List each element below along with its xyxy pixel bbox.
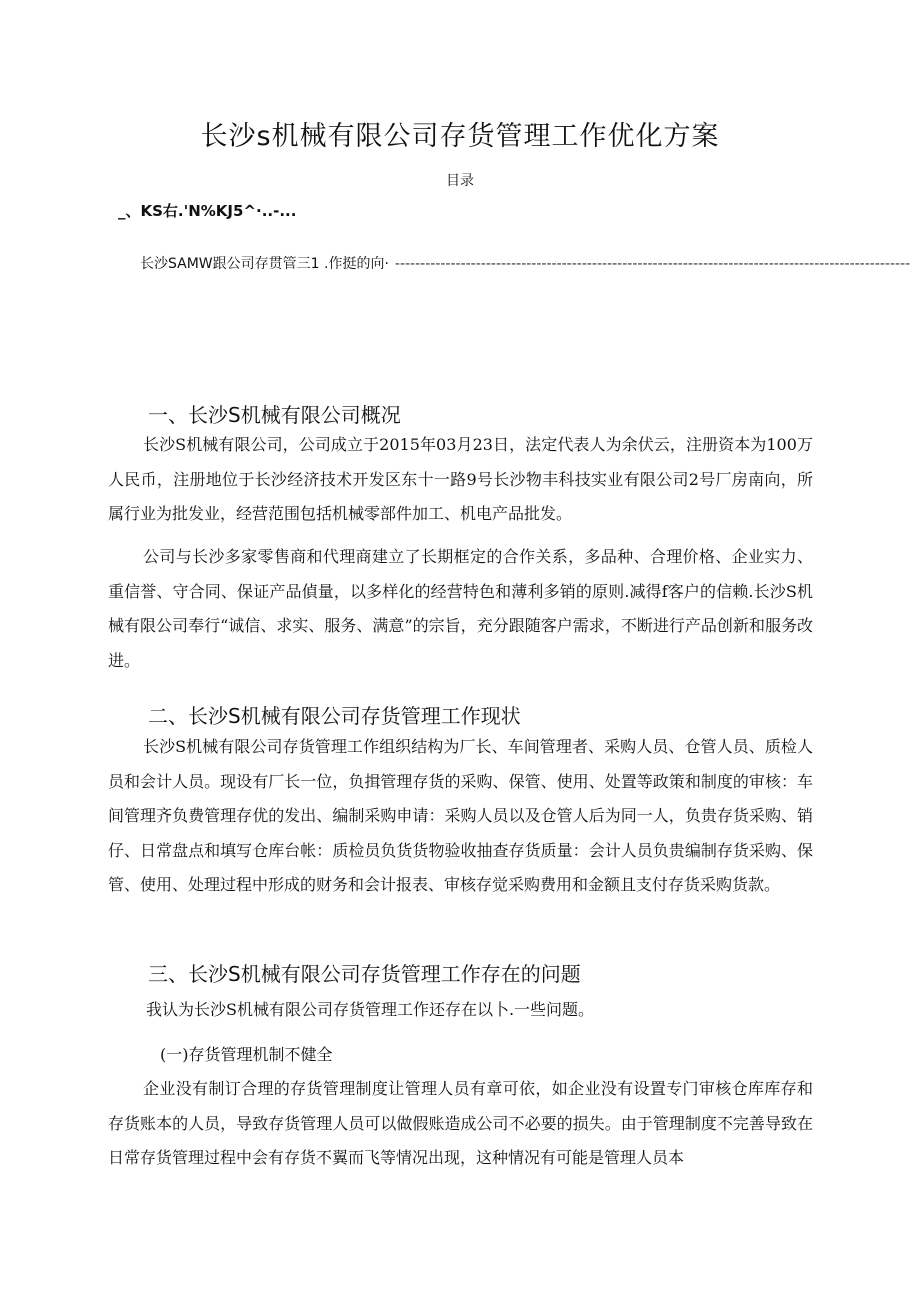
section-heading: 二、长沙S机械有限公司存货管理工作现状 [148, 704, 521, 728]
document-title: 长沙s机械有限公司存货管理工作优化方案 [200, 121, 720, 152]
section-intro: 我认为长沙S机械有限公司存货管理工作还存在以卜.一些问题。 [146, 1000, 595, 1019]
toc-entry[interactable]: _、KS右.'N%KJ5^·..-... [118, 202, 297, 220]
toc-heading: 目录 [446, 173, 474, 189]
body-paragraph: 长沙S机械有限公司，公司成立于2015年03月23日，法定代表人为余伏云，注册资本为100万人民币，注册地位于长沙经济技术开发区东十一路9号长沙物丰科技实业有限公司2号厂房南向，所属行业为批发业，经营范围包括机械零部件加工、机电产品批发。 [108, 435, 813, 523]
body-paragraph: 公司与长沙多家零售商和代理商建立了长期框定的合作关系，多品种、合理价格、企业实力、重信誉、守合同、保证产品偵量，以多样化的经营特色和薄利多销的原则.减得f客户的信赖.长沙S机械有限公司奉行“诚信、求实、服务、满意”的宗旨，充分跟随客户需求，不断进行产品创新和服务改进。 [108, 547, 813, 670]
subsection-heading: (一)存货管理机制不健全 [160, 1045, 333, 1064]
body-paragraph: 企业没有制订合理的存货管理制度让管理人员有章可依，如企业没有设置专门审核仓库库存和存货账本的人员，导致存货管理人员可以做假账造成公司不必要的损失。由于管理制度不完善导致在日常存货管理过程中会有存货不翼而飞等情况出现，这种情况有可能是管理人员本 [108, 1079, 813, 1167]
toc-leader-dots: ------------------------------------------------------------------------------------------------------ [394, 256, 911, 272]
section-heading: 三、长沙S机械有限公司存货管理工作存在的问题 [148, 962, 581, 986]
body-paragraph: 长沙S机械有限公司存货管理工作组织结构为厂长、车间管理者、采购人员、仓管人员、质检人员和会计人员。现设有厂长一位，负揖管理存货的采购、保管、使用、处置等政策和制度的审核：车间管理齐负费管理存优的发出、编制采购申请：采购人员以及仓管人后为同一人，负贵存货采购、销仔、日常盘点和填写仓库台帐：质检员负货货物验收抽查存货质量：会计人员负贵编制存货采购、保管、使用、处理过程中形成的财务和会计报表、审核存觉采购费用和金额且支付存货采购货款。 [108, 737, 813, 894]
toc-entry-label: 长沙SAMW跟公司存贯管三1 .作挺的向· [140, 256, 389, 272]
toc-entry[interactable] [140, 253, 911, 273]
section-heading: 一、长沙S机械有限公司概况 [148, 403, 401, 427]
